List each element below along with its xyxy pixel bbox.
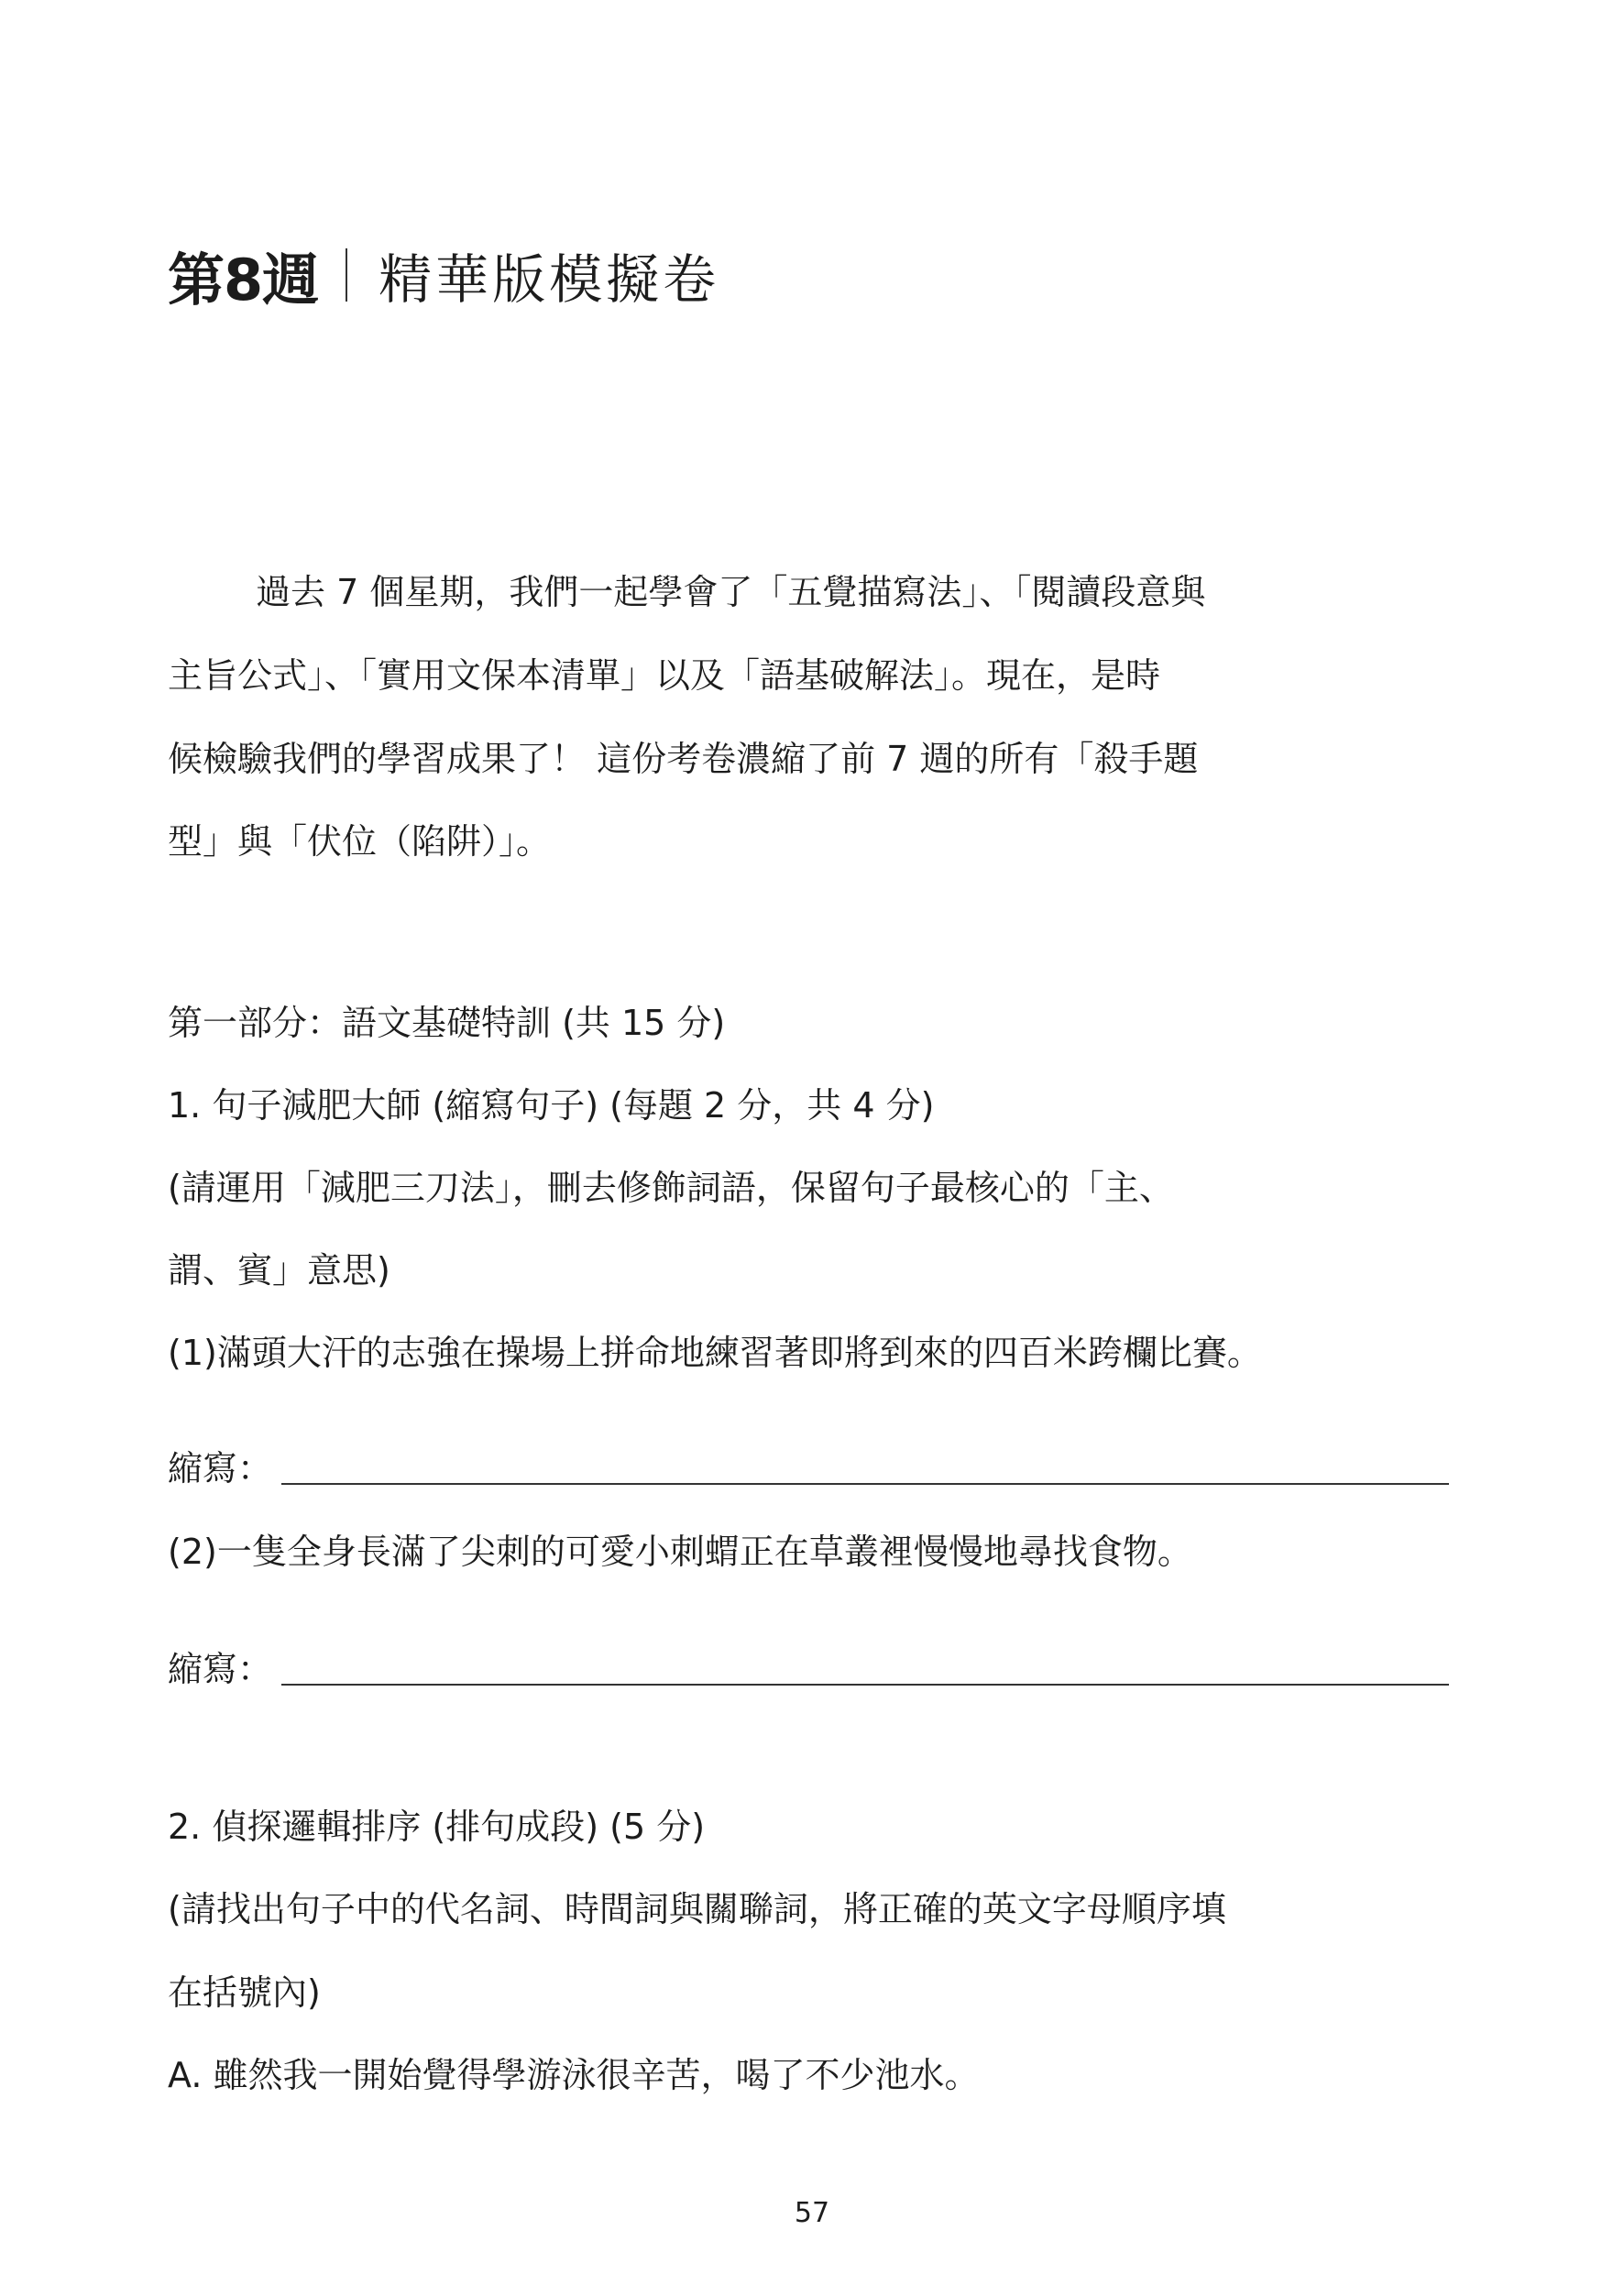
intro-line-3: 候檢驗我們的學習成果了！ 這份考卷濃縮了前 7 週的所有「殺手題 (168, 739, 1199, 779)
week-label: 第8週 (168, 246, 319, 313)
q2-title: 2. 偵探邏輯排序 (排句成段) (5 分) (168, 1807, 706, 1847)
title-divider (346, 248, 347, 302)
q1-instruction-line-1: (請運用「減肥三刀法」，刪去修飾詞語，保留句子最核心的「主、 (168, 1168, 1174, 1208)
intro-line-2: 主旨公式」、「實用文保本清單」以及「語基破解法」。現在，是時 (168, 655, 1161, 696)
part1-heading: 第一部分：語文基礎特訓 (共 15 分) (168, 1003, 726, 1043)
q1-title: 1. 句子減肥大師 (縮寫句子) (每題 2 分，共 4 分) (168, 1085, 935, 1126)
answer-blank-line[interactable] (281, 1684, 1449, 1686)
answer-label: 縮寫： (168, 1649, 273, 1689)
q1-sentence-1: (1)滿頭大汗的志強在操場上拼命地練習著即將到來的四百米跨欄比賽。 (168, 1333, 1262, 1373)
intro-line-4: 型」與「伏位（陷阱）」。 (168, 821, 552, 862)
answer-label: 縮寫： (168, 1448, 273, 1489)
q1-answer-row-1 (168, 1446, 1449, 1490)
q2-instruction-line-2: 在括號內) (168, 1972, 321, 2013)
q1-sentence-2: (2)一隻全身長滿了尖刺的可愛小刺蝟正在草叢裡慢慢地尋找食物。 (168, 1532, 1192, 1572)
q1-instruction-line-2: 謂、賓」意思) (168, 1250, 390, 1291)
page-number: 57 (794, 2197, 830, 2229)
q1-answer-row-2 (168, 1647, 1449, 1691)
intro-line-1: 過去 7 個星期，我們一起學會了「五覺描寫法」、「閱讀段意與 (256, 572, 1206, 612)
q2-instruction-line-1: (請找出句子中的代名詞、時間詞與關聯詞，將正確的英文字母順序填 (168, 1889, 1226, 1929)
title-text: 精華版模擬卷 (379, 248, 720, 311)
page-title (168, 238, 719, 312)
answer-blank-line[interactable] (281, 1483, 1449, 1485)
q2-item-a: A. 雖然我一開始覺得學游泳很辛苦，喝了不少池水。 (168, 2055, 980, 2095)
